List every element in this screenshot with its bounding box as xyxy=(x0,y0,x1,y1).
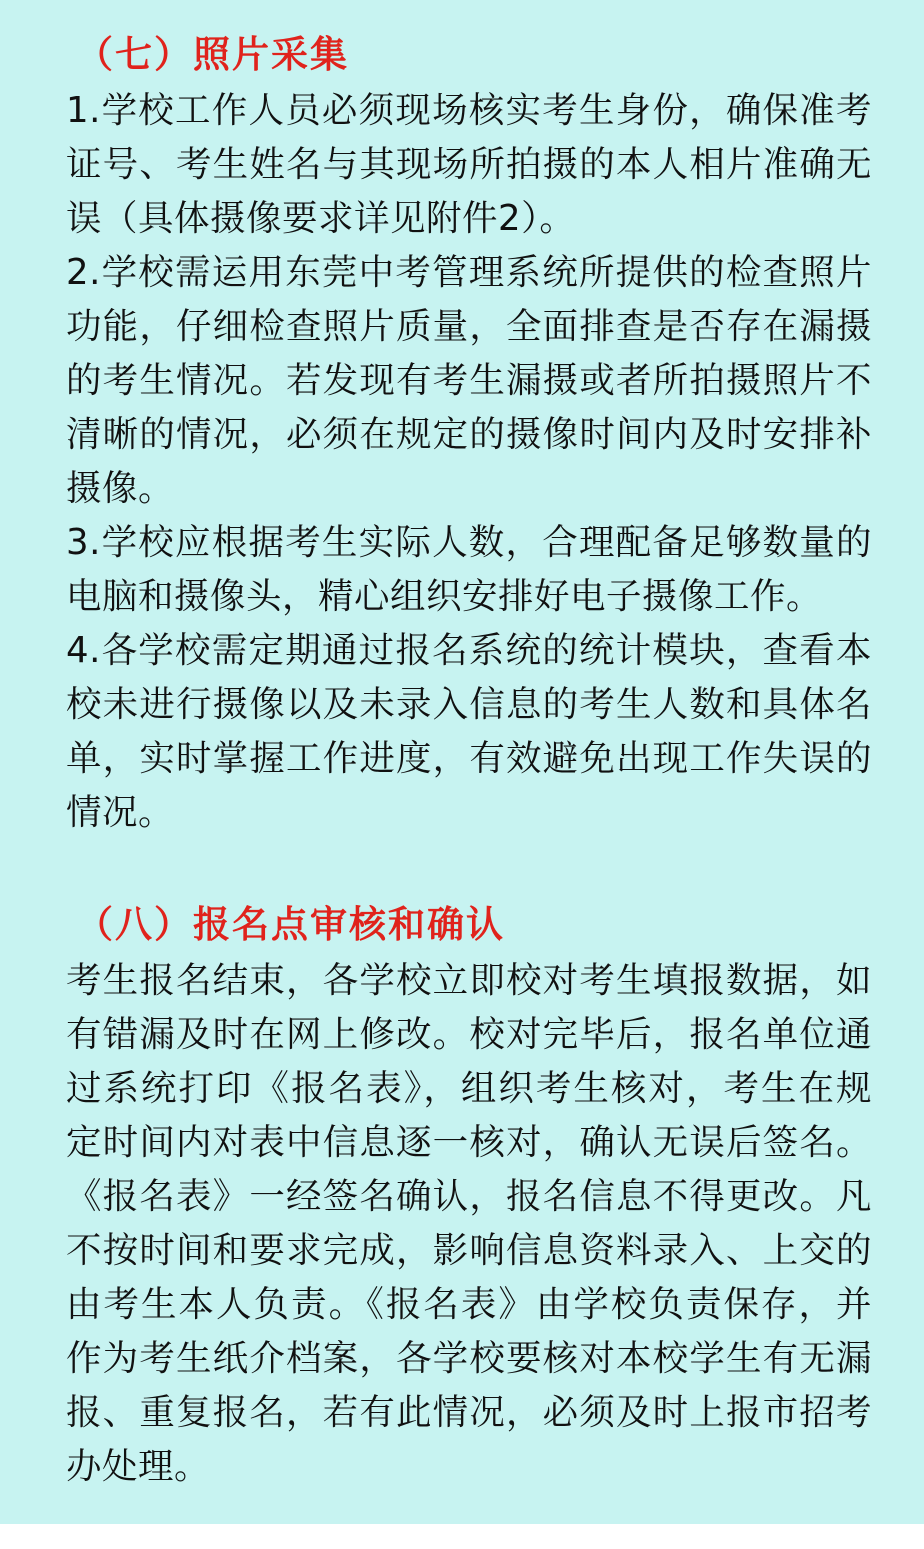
section-7-item-3: 3.学校应根据考生实际人数，合理配备足够数量的电脑和摄像头，精心组织安排好电子摄像工作。 xyxy=(66,522,872,617)
section-8-body: 考生报名结束，各学校立即校对考生填报数据，如有错漏及时在网上修改。校对完毕后，报名单位通过系统打印《报名表》，组织考生核对，考生在规定时间内对表中信息逐一核对，确认无误后签名。《报名表》一经签名确认，报名信息不得更改。凡不按时间和要求完成，影响信息资料录入、上交的由考生本人负责。《报名表》由学校负责保存，并作为考生纸介档案，各学校要核对本校学生有无漏报、重复报名，若有此情况，必须及时上报市招考办处理。 xyxy=(66,960,872,1487)
bottom-margin xyxy=(0,1524,924,1549)
section-7-item-2: 2.学校需运用东莞中考管理系统所提供的检查照片功能，仔细检查照片质量，全面排查是否存在漏摄的考生情况。若发现有考生漏摄或者所拍摄照片不清晰的情况，必须在规定的摄像时间内及时安排补摄像。 xyxy=(66,252,872,509)
section-7-item-4: 4.各学校需定期通过报名系统的统计模块，查看本校未进行摄像以及未录入信息的考生人数和具体名单，实时掌握工作进度，有效避免出现工作失误的情况。 xyxy=(66,630,872,833)
section-spacer xyxy=(66,840,872,900)
section-registration-review xyxy=(66,900,872,1494)
section-8-heading: （八）报名点审核和确认 xyxy=(76,903,505,946)
section-photo-collection xyxy=(66,30,872,840)
section-7-item-1: 1.学校工作人员必须现场核实考生身份，确保准考证号、考生姓名与其现场所拍摄的本人相片准确无误（具体摄像要求详见附件2）。 xyxy=(66,90,872,239)
section-7-heading: （七）照片采集 xyxy=(76,33,349,76)
